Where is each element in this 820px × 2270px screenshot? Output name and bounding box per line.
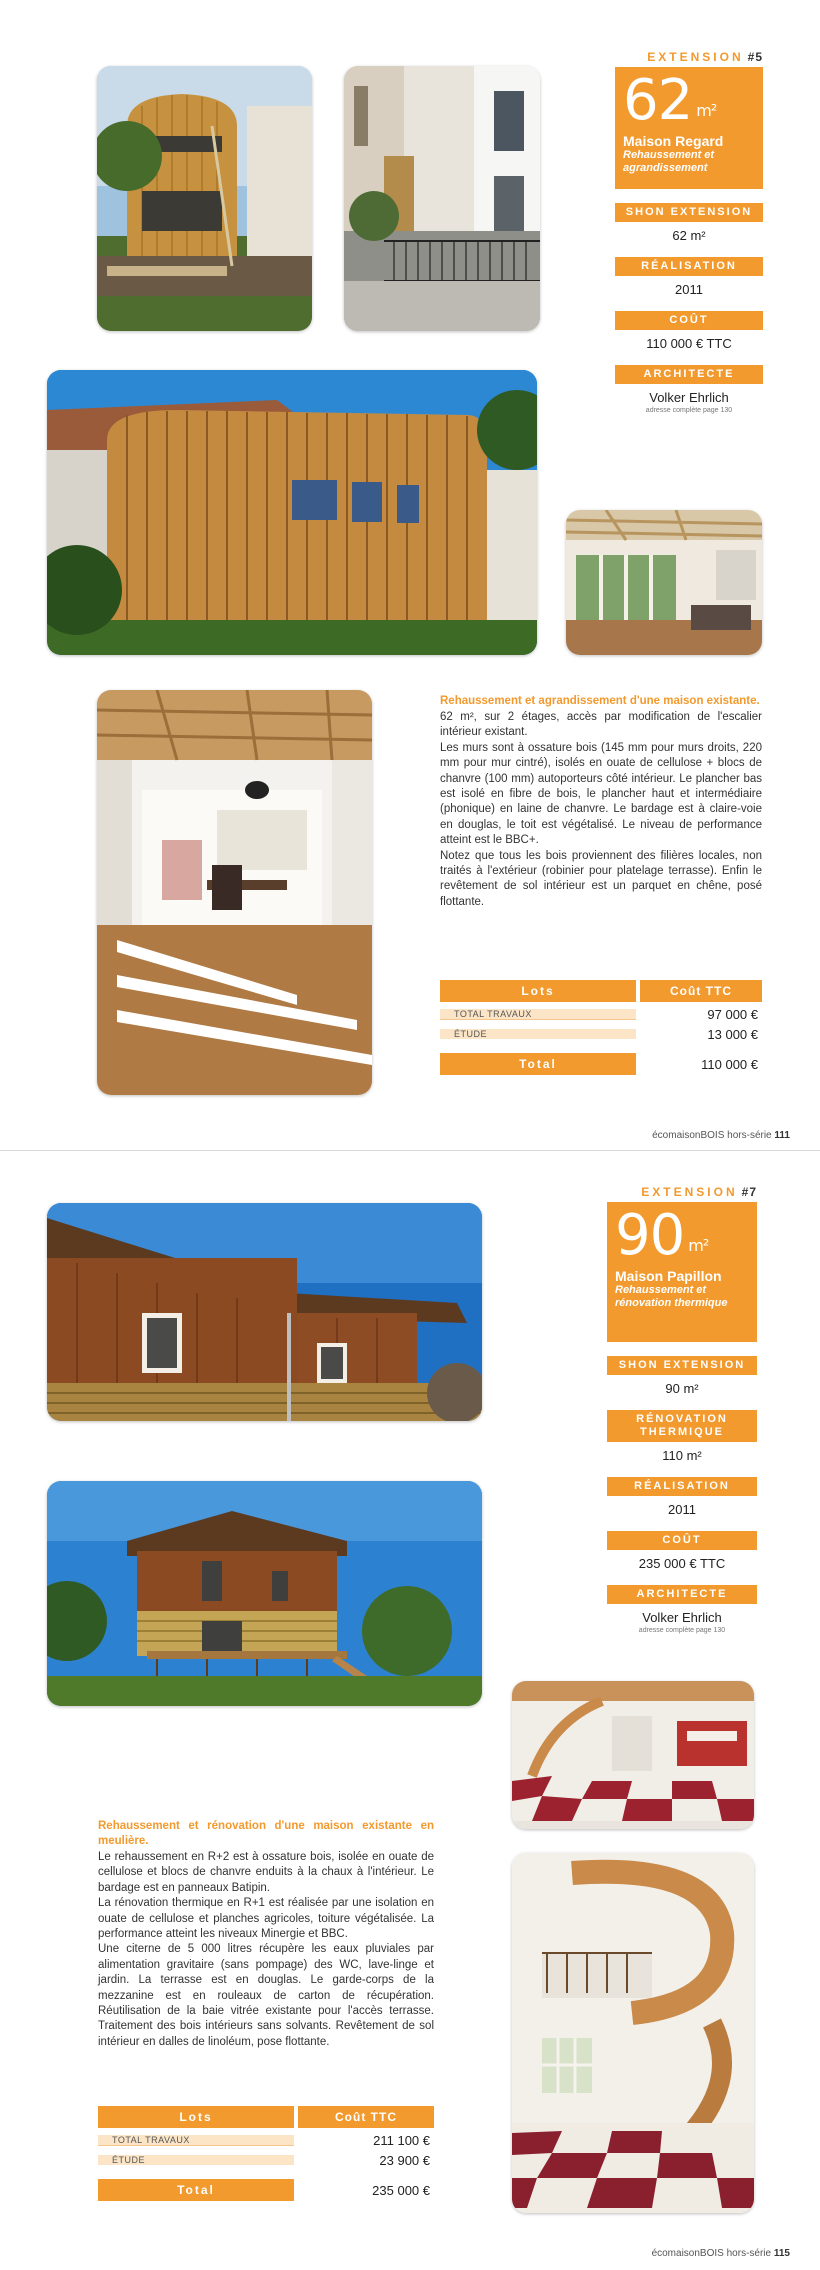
page-footer: [652, 1130, 790, 1141]
footer-page-number: 111: [774, 1130, 790, 1141]
fact-value: Volker Ehrlich: [642, 1610, 722, 1625]
total-label: Total: [98, 2179, 294, 2201]
fact-value: 90 m²: [665, 1381, 699, 1396]
cost-table-total: [98, 2180, 434, 2200]
photo-street-facade: [344, 66, 540, 331]
fact-architecte: [615, 365, 763, 414]
fact-label: SHON EXTENSION: [607, 1356, 757, 1375]
area-value: 90: [615, 1203, 685, 1268]
project-name: Maison Regard: [623, 133, 724, 149]
area-figure: [615, 1203, 749, 1268]
project-headline-box: [615, 67, 763, 189]
cost-table-row: [98, 2150, 434, 2170]
fact-shon: [607, 1356, 757, 1396]
fact-value: 2011: [675, 282, 703, 297]
article-paragraph: 62 m², sur 2 étages, accès par modification de l'escalier intérieur existant.: [440, 711, 762, 739]
photo-wooden-tower-extension: [97, 66, 312, 331]
project-number: #5: [747, 50, 763, 64]
article-title: Rehaussement et agrandissement d'une maison existante.: [440, 695, 760, 707]
footer-issue: hors-série: [727, 1130, 772, 1141]
fact-label: SHON EXTENSION: [615, 203, 763, 222]
area-unit: m²: [696, 101, 717, 120]
cost-table-header: [98, 2104, 434, 2130]
fact-realisation: [607, 1477, 757, 1517]
cost-table-row: [440, 1024, 762, 1044]
photo-brown-upper-storey: [47, 1203, 482, 1421]
row-lot: ÉTUDE: [440, 1029, 636, 1039]
row-cost: 23 900 €: [379, 2152, 430, 2168]
project-sidebar: [607, 1185, 757, 1634]
project-name: Maison Papillon: [615, 1268, 722, 1284]
row-lot: TOTAL TRAVAUX: [440, 1009, 636, 1020]
row-cost: 13 000 €: [707, 1026, 758, 1042]
row-lot: ÉTUDE: [98, 2155, 294, 2165]
fact-label: COÛT: [607, 1531, 757, 1550]
section-kicker: [607, 1185, 757, 1199]
cost-table-header: [440, 978, 762, 1004]
area-figure: [623, 68, 755, 133]
footer-brand: écomaisonBOIS: [652, 1130, 725, 1141]
area-unit: m²: [688, 1236, 709, 1255]
fact-shon: [615, 203, 763, 243]
kicker-label: EXTENSION: [641, 1185, 738, 1199]
fact-value: 110 m²: [662, 1448, 702, 1463]
header-cost: Coût TTC: [640, 980, 762, 1002]
fact-label: RÉALISATION: [607, 1477, 757, 1496]
fact-realisation: [615, 257, 763, 297]
fact-cout: [615, 311, 763, 351]
footer-page-number: 115: [773, 2248, 790, 2259]
fact-label: COÛT: [615, 311, 763, 330]
cost-table-total: [440, 1054, 762, 1074]
magazine-page-115: [0, 1150, 820, 2270]
article-paragraph: Une citerne de 5 000 litres récupère les eaux pluviales par alimentation gravitaire (sans pompage) des WC, lave-linge et jardin. La terrasse est en douglas. Le garde-corps de la mezzanine est en rouleaux de carton de récupération. Réutilisation de la baie vitrée existante pour l'accès terrasse. Traitement des bois intérieurs sans solvants. Revêtement de sol intérieur en dalles de linoléum, pose flottante.: [98, 1943, 434, 2048]
cost-table-row: [98, 2130, 434, 2150]
kicker-label: EXTENSION: [647, 50, 744, 64]
article-paragraph: La rénovation thermique en R+1 est réalisée par une isolation en ouate de cellulose et planches agricoles, toiture végétalisée. La performance atteint les niveaux Minergie et BBC.: [98, 1897, 434, 1941]
article-paragraph: Notez que tous les bois proviennent des filières locales, non traités à l'extérieur (robinier pour platelage terrasse). Enfin le revêtement de sol intérieur est un parquet en chêne, posé flottante.: [440, 849, 762, 908]
photo-interior-living-room: [566, 510, 762, 655]
project-sidebar: [615, 50, 763, 414]
fact-value: 110 000 € TTC: [646, 336, 732, 351]
footer-brand: écomaisonBOIS: [651, 2248, 724, 2259]
project-subtitle: Rehaussement et rénovation thermique: [615, 1284, 728, 1309]
total-value: 235 000 €: [372, 2182, 430, 2198]
row-cost: 211 100 €: [373, 2132, 430, 2148]
header-cost: Coût TTC: [298, 2106, 434, 2128]
fact-note: adresse complète page 130: [638, 1627, 726, 1634]
fact-architecte: [607, 1585, 757, 1634]
total-value: 110 000 €: [701, 1056, 758, 1072]
fact-value: Volker Ehrlich: [649, 390, 729, 405]
fact-value: 2011: [668, 1502, 696, 1517]
photo-curved-slatted-extension: [47, 370, 537, 655]
photo-full-house-view: [47, 1481, 482, 1706]
total-label: Total: [440, 1053, 636, 1075]
project-subtitle: Rehaussement et agrandissement: [623, 149, 715, 174]
article-title: Rehaussement et rénovation d'une maison existante en meulière.: [98, 1820, 434, 1847]
section-kicker: [615, 50, 763, 64]
fact-label: RÉALISATION: [615, 257, 763, 276]
fact-value: 62 m²: [672, 228, 706, 243]
fact-cout: [607, 1531, 757, 1571]
fact-label: ARCHITECTE: [607, 1585, 757, 1604]
photo-interior-stairs: [97, 690, 372, 1095]
fact-label: ARCHITECTE: [615, 365, 763, 384]
article-body: [98, 1819, 434, 2050]
header-lots: Lots: [98, 2106, 294, 2128]
row-lot: TOTAL TRAVAUX: [98, 2135, 294, 2146]
article-paragraph: Les murs sont à ossature bois (145 mm pour murs droits, 220 mm pour mur cintré), isolés en ouate de cellulose + blocs de chanvre (100 mm) autoporteurs côté intérieur. Le plancher bas est isolé en fibre de bois, le plancher haut et intermédiaire (phonique) en laine de chanvre. Le bardage est à claire-voie en douglas, le toit est végétalisé. Le niveau de performance atteint est le BBC+.: [440, 741, 762, 847]
article-body: [440, 694, 762, 910]
cost-table-row: [440, 1004, 762, 1024]
photo-checkered-floor-room: [512, 1681, 754, 1829]
fact-value: 235 000 € TTC: [638, 1556, 726, 1571]
photo-spiral-staircase: [512, 1853, 754, 2213]
fact-renovation: [607, 1410, 757, 1463]
article-paragraph: Le rehaussement en R+2 est à ossature bois, isolée en ouate de cellulose et blocs de chanvre enduits à la chaux à l'intérieur. Le bardage est en panneaux Batipin.: [98, 1851, 434, 1894]
fact-note: adresse complète page 130: [645, 407, 733, 414]
project-headline-box: [607, 1202, 757, 1342]
fact-label: RÉNOVATION THERMIQUE: [607, 1410, 757, 1442]
page-footer: [652, 2248, 790, 2259]
header-lots: Lots: [440, 980, 636, 1002]
cost-table: [440, 978, 762, 1074]
area-value: 62: [623, 68, 693, 133]
footer-issue: hors-série: [726, 2248, 772, 2259]
row-cost: 97 000 €: [707, 1006, 758, 1022]
project-number: #7: [741, 1185, 757, 1199]
cost-table: [98, 2104, 434, 2200]
